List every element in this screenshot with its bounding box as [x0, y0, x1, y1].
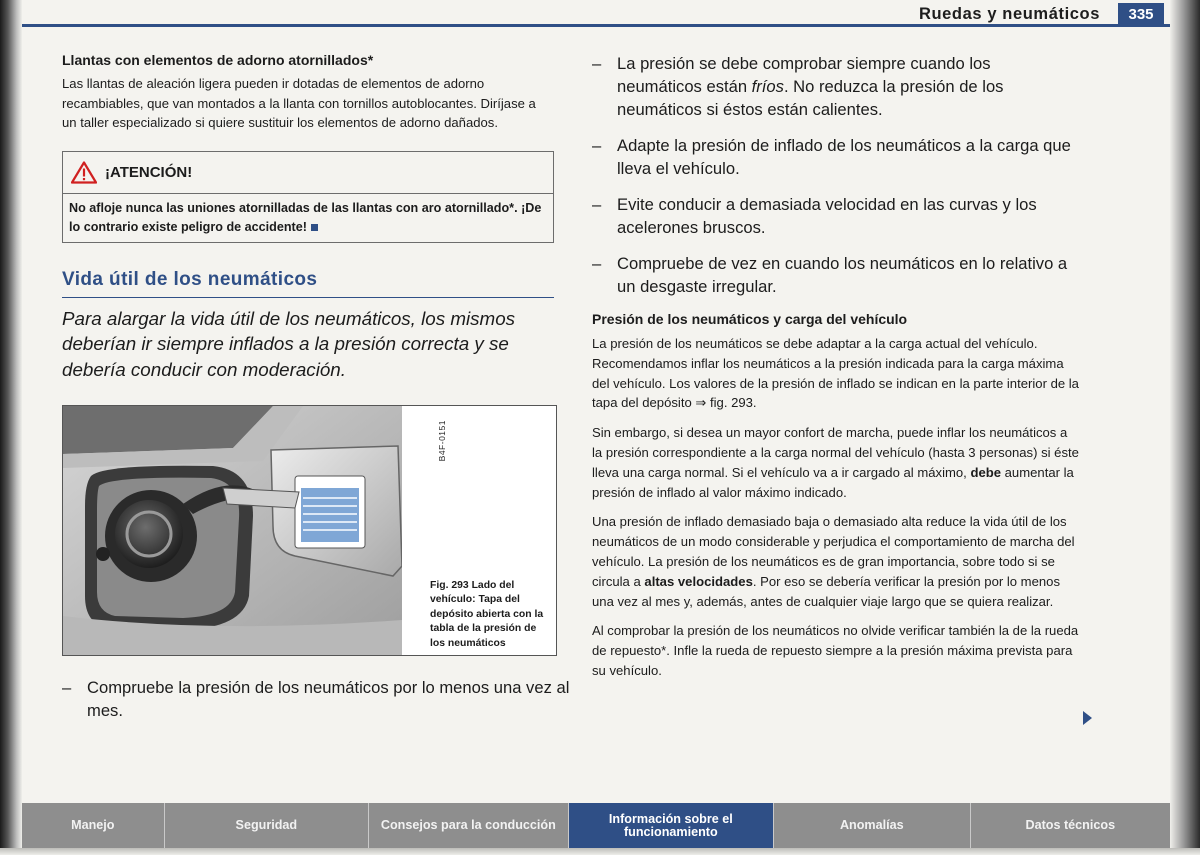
paragraph-comfort — [592, 423, 1080, 502]
tab-datos-tecnicos[interactable]: Datos técnicos — [1025, 818, 1116, 832]
chapter-title: Ruedas y neumáticos — [918, 5, 1100, 23]
trim-text: Las llantas de aleación ligera pueden ir dotadas de elementos de adorno recambiables, que van montados a la llanta con tornillos autoblocantes. Diríjase a un taller especializado si quiere sustituir los elementos de adorno dañados. — [62, 76, 536, 131]
left-bullet-check-monthly — [62, 676, 572, 722]
list-item — [592, 52, 1080, 121]
paragraph-part: aumentar la presión de inflado al valor máximo indicado. — [592, 464, 1074, 500]
tab-manejo[interactable]: Manejo — [22, 803, 165, 848]
header-rule — [22, 24, 1170, 27]
tab-anomalias[interactable]: Anomalías — [774, 803, 970, 848]
warning-title: ¡ATENCIÓN! — [105, 163, 193, 181]
fuel-door-photo — [63, 406, 402, 655]
right-column — [592, 52, 1080, 691]
bullet-text-avoid-speed: Evite conducir a demasiada velocidad en las curvas y los acelerones bruscos. — [617, 195, 1037, 237]
bullet-emphasis: fríos — [751, 77, 784, 96]
warning-header — [63, 152, 553, 194]
bullet-dash: – — [592, 136, 602, 155]
paragraph-bold: debe — [970, 464, 1002, 480]
figure-code: B4F-0151 — [437, 420, 447, 462]
paragraph-part: . Por eso se debería verificar la presión por lo menos una vez al mes y, además, antes de cualquier viaje largo que se quiera realizar. — [592, 573, 1060, 609]
page-binding-shadow-left — [0, 0, 22, 855]
list-item — [592, 134, 1080, 180]
chapter-nav-bar — [22, 803, 1170, 848]
page-number: 335 — [1118, 3, 1164, 27]
page-binding-shadow-right — [1170, 0, 1200, 855]
bullet-text-pressure-cold — [617, 52, 1080, 121]
paragraph-part: Una presión de inflado demasiado baja o demasiado alta reduce la vida útil de los neumáticos de un modo considerable y perjudica el comportamiento de marcha del vehículo. La presión de los neumáticos es de gran importancia, sobre todo si se circula a — [592, 514, 1075, 589]
fuel-door-illustration — [63, 406, 402, 655]
figure-caption: Fig. 293 Lado del vehículo: Tapa del depósito abierta con la tabla de la presión de los neumáticos — [430, 580, 544, 649]
trim-heading: Llantas con elementos de adorno atornillados* — [62, 52, 374, 68]
warning-triangle-icon — [71, 161, 97, 184]
paragraph-bold: altas velocidades — [644, 573, 753, 589]
tab-seguridad[interactable]: Seguridad — [165, 803, 369, 848]
warning-text-block — [63, 194, 553, 242]
tab-consejos-conduccion[interactable]: Consejos para la conducción — [369, 803, 569, 848]
bullet-text-check-wear: Compruebe de vez en cuando los neumáticos en lo relativo a un desgaste irregular. — [617, 254, 1068, 296]
bullet-text-part: . No reduzca la presión de los neumáticos si éstos están calientes. — [617, 77, 1004, 119]
end-of-section-mark — [311, 224, 318, 231]
tab-informacion-funcionamiento[interactable]: Información sobre el funcionamiento — [569, 803, 775, 848]
bullet-dash: – — [62, 678, 72, 697]
bullet-dash: – — [592, 195, 602, 214]
paragraph-part: Sin embargo, si desea un mayor confort de marcha, puede inflar los neumáticos a la presión correspondiente a la carga normal del vehículo (hasta 3 personas) si éste lleva una carga normal. Si el vehículo va a ir cargado al máximo, — [592, 425, 1079, 480]
list-item — [592, 252, 1080, 298]
bullet-dash: – — [592, 54, 602, 73]
section-intro: Para alargar la vida útil de los neumáticos, los mismos deberían ir siempre inflados a la presión correcta y se debería conducir con moderación. — [62, 307, 516, 380]
bullet-text-part: La presión se debe comprobar siempre cuando los neumáticos están — [617, 54, 991, 96]
paragraph-pressure-load: La presión de los neumáticos se debe adaptar a la carga actual del vehículo. Recomendamos inflar los neumáticos a la presión indicada para la carga máxima del vehículo. Los valores de la presión de inflado se indican en la parte interior de la tapa del depósito ⇒ fig. 293. — [592, 336, 1079, 411]
bullet-text-adapt-pressure: Adapte la presión de inflado de los neumáticos a la carga que lleva el vehículo. — [617, 136, 1071, 178]
page-bottom-edge — [0, 848, 1200, 855]
subheading-pressure-load: Presión de los neumáticos y carga del vehículo — [592, 311, 908, 327]
paragraph-spare-wheel: Al comprobar la presión de los neumáticos no olvide verificar también la de la rueda de repuesto*. Infle la rueda de repuesto siempre a la presión máxima prevista para su vehículo. — [592, 623, 1079, 678]
next-page-arrow-icon[interactable] — [1083, 711, 1092, 725]
left-column — [62, 52, 554, 382]
list-item — [592, 193, 1080, 239]
paragraph-wrong-pressure — [592, 512, 1080, 611]
figure-293 — [62, 405, 557, 656]
section-title: Vida útil de los neumáticos — [62, 268, 318, 290]
bullet-dash: – — [592, 254, 602, 273]
warning-text: No afloje nunca las uniones atornilladas de las llantas con aro atornillado*. ¡De lo contrario existe peligro de accidente! — [69, 200, 542, 234]
left-bullet-text: Compruebe la presión de los neumáticos por lo menos una vez al mes. — [87, 678, 570, 720]
section-rule — [62, 297, 554, 298]
warning-box — [62, 151, 554, 243]
